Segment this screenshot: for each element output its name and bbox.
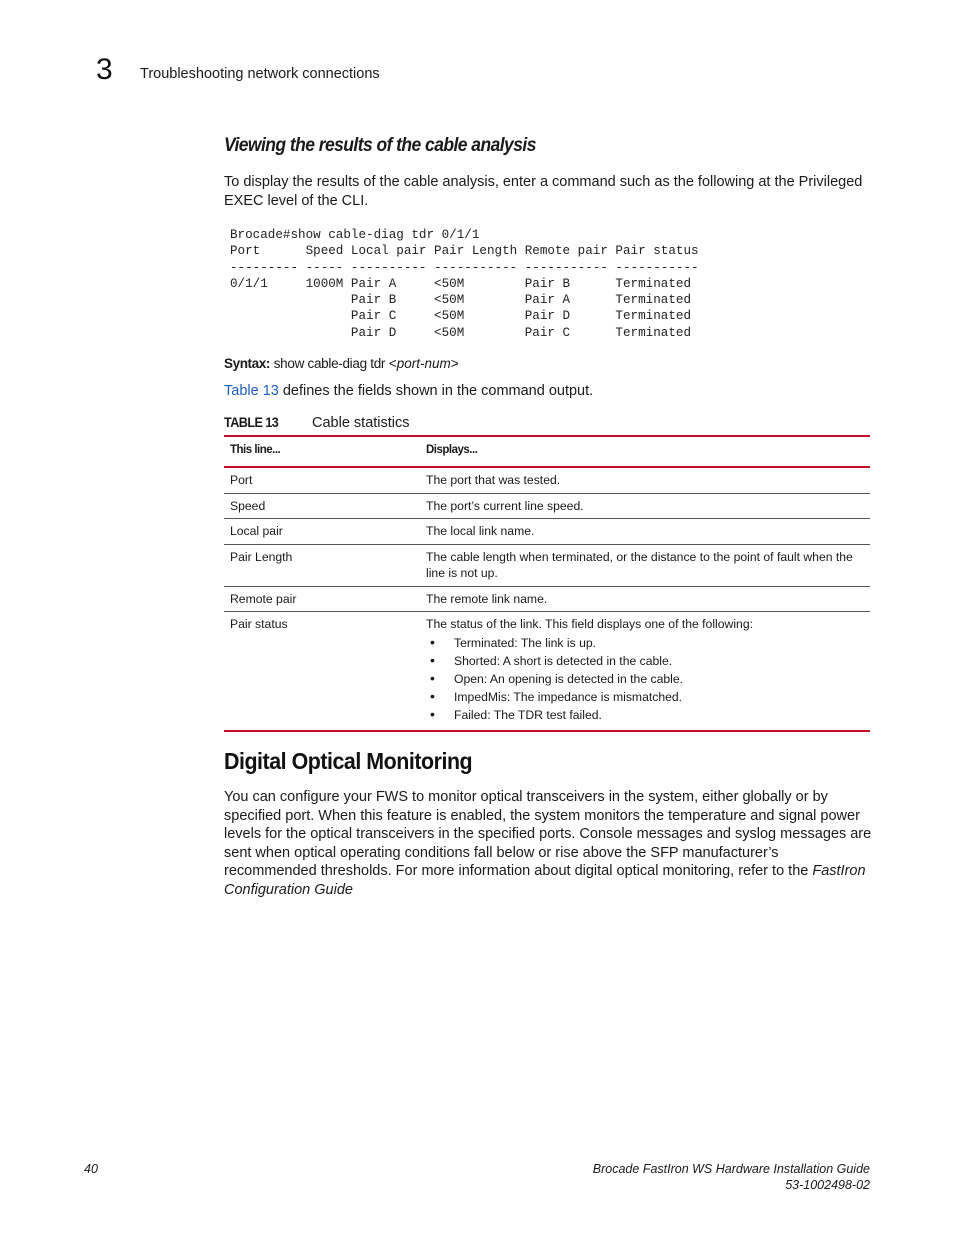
status-list (426, 634, 864, 724)
cli-output-code-block: Brocade#show cable-diag tdr 0/1/1 Port Speed Local pair Pair Length Remote pair Pair status --------- ----- ---------- ----------- ----------- ----------- 0/1/1 1000M Pair A <50M Pair B Terminated Pair B <50M Pair A Terminated Pair C <50M Pair D Terminated Pair D <50M Pair C Terminated (230, 228, 699, 340)
row-field: Speed (224, 493, 420, 519)
intro-paragraph: To display the results of the cable analysis, enter a command such as the following at the Privileged EXEC level of the CLI. (224, 174, 863, 209)
table-reference (224, 382, 593, 400)
row-description: The cable length when terminated, or the distance to the point of fault when the line is not up. (420, 544, 870, 586)
header-displays: Displays... (420, 436, 870, 467)
syntax-arg: port-num (396, 356, 451, 371)
bullet-icon: • (430, 633, 435, 650)
table-row (224, 467, 870, 493)
list-item: • Shorted: A short is detected in the cable. (430, 651, 673, 668)
syntax-line (224, 355, 459, 373)
list-item: • Terminated: The link is up. (430, 633, 597, 650)
footer-doc-title: Brocade FastIron WS Hardware Installation Guide (592, 1162, 870, 1176)
table-row (224, 544, 870, 586)
list-item: • ImpedMis: The impedance is mismatched. (430, 687, 683, 704)
chapter-title: Troubleshooting network connections (140, 66, 380, 82)
table-row (224, 586, 870, 612)
list-item: • Failed: The TDR test failed. (430, 705, 602, 722)
syntax-arg-close: > (450, 356, 459, 371)
row-description: The port’s current line speed. (420, 493, 870, 519)
guide-title: FastIron Configuration Guide (224, 863, 866, 898)
cable-statistics-table (224, 435, 870, 732)
footer-doc-id: 53-1002498-02 (785, 1178, 870, 1192)
table-row (224, 519, 870, 545)
dom-paragraph (224, 788, 872, 899)
row-description (420, 612, 870, 731)
dom-body-text: You can configure your FWS to monitor optical transceivers in the system, either globally or by specified port. When this feature is enabled, the system monitors the temperature and signal power levels for the optical transceivers in the specified ports. Console messages and syslog messages are sent when optical operating conditions fall below or rise above the SFP manufacturer’s recommended thresholds. For more information about digital optical monitoring, refer to the (224, 789, 872, 879)
syntax-arg-open: < (388, 356, 397, 371)
table-reference-text: defines the fields shown in the command output. (278, 383, 594, 399)
syntax-label: Syntax: (224, 356, 270, 371)
row-description: The local link name. (420, 519, 870, 545)
table-header-row (224, 436, 870, 467)
chapter-number: 3 (96, 53, 113, 86)
bullet-icon: • (430, 669, 435, 686)
table-row (224, 612, 870, 731)
section-title: Viewing the results of the cable analysis (224, 135, 536, 156)
list-item: • Open: An opening is detected in the cable. (430, 669, 684, 686)
page-number: 40 (84, 1162, 98, 1176)
bullet-icon: • (430, 651, 435, 668)
row-description: The port that was tested. (420, 467, 870, 493)
row-field: Pair Length (224, 544, 420, 586)
table-row (224, 493, 870, 519)
footer-doc-info (593, 1161, 870, 1193)
row-field: Port (224, 467, 420, 493)
bullet-icon: • (430, 687, 435, 704)
row-description: The remote link name. (420, 586, 870, 612)
bullet-icon: • (430, 705, 435, 722)
table-title: Cable statistics (312, 415, 410, 431)
table-13-link[interactable]: Table 13 (224, 383, 279, 399)
syntax-command: show cable-diag tdr (273, 356, 386, 371)
dom-section-title: Digital Optical Monitoring (224, 748, 473, 774)
table-number: TABLE 13 (224, 414, 279, 430)
row-field: Remote pair (224, 586, 420, 612)
header-this-line: This line... (224, 436, 420, 467)
table-caption (224, 413, 410, 432)
row-field: Pair status (224, 612, 420, 731)
row-field: Local pair (224, 519, 420, 545)
status-intro: The status of the link. This field displays one of the following: (426, 617, 753, 631)
